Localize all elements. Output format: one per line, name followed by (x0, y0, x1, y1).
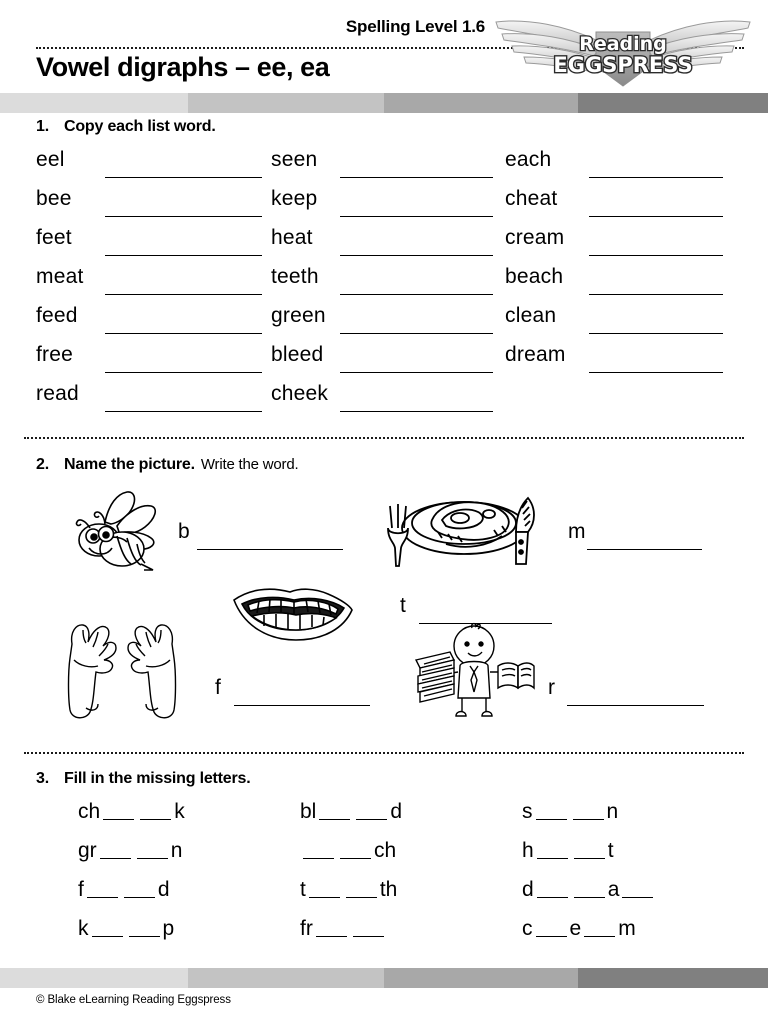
letter-blank[interactable] (346, 881, 377, 898)
letter-blank[interactable] (309, 881, 340, 898)
word-fragment: bl (300, 800, 317, 823)
letter-blank[interactable] (319, 803, 350, 820)
missing-letters-item[interactable] (78, 878, 170, 902)
section-2-divider (24, 437, 744, 439)
picture-item-read (400, 622, 750, 724)
letter-blank[interactable] (537, 842, 568, 859)
section-2-subtitle: Write the word. (200, 456, 299, 473)
answer-blank-read[interactable] (548, 678, 716, 706)
writing-line[interactable] (105, 372, 262, 373)
word-list-cell (505, 265, 745, 304)
word-list-cell (271, 343, 503, 382)
word-fragment: n (170, 839, 183, 862)
word-fragment: fr (300, 917, 313, 940)
section-1-title: Copy each list word. (64, 118, 216, 135)
list-word: feed (36, 304, 78, 327)
section-2-number: 2. (36, 456, 49, 473)
writing-line[interactable] (234, 705, 370, 706)
list-word: beach (505, 265, 564, 288)
missing-letters-item[interactable] (300, 917, 387, 941)
writing-line[interactable] (589, 216, 723, 217)
prompt-letter: r (548, 676, 555, 699)
section-1-number: 1. (36, 118, 49, 135)
picture-item-meat (372, 484, 712, 576)
word-fragment: k (174, 800, 185, 823)
word-fragment: d (157, 878, 170, 901)
writing-line[interactable] (589, 372, 723, 373)
picture-item-feet (40, 616, 360, 724)
section-2-heading (36, 456, 298, 474)
word-list-cell (36, 265, 268, 304)
page-header (0, 0, 768, 92)
word-list-row (0, 343, 768, 382)
bottom-color-bar (0, 968, 768, 988)
list-word: seen (271, 148, 318, 171)
word-list-cell (36, 382, 268, 421)
word-list-row (0, 148, 768, 187)
word-fragment: p (162, 917, 175, 940)
word-fragment: gr (78, 839, 97, 862)
list-word: teeth (271, 265, 319, 288)
missing-letters-item[interactable] (522, 878, 656, 902)
word-fragment: t (607, 839, 614, 862)
prompt-letter: b (178, 520, 190, 543)
writing-line[interactable] (567, 705, 704, 706)
word-list-cell (271, 382, 503, 421)
word-list-cell (271, 148, 503, 187)
section-3-divider (24, 752, 744, 754)
letter-blank[interactable] (584, 920, 615, 937)
logo-text-reading: Reading (579, 33, 667, 55)
list-word: free (36, 343, 73, 366)
list-word: meat (36, 265, 84, 288)
word-fragment: th (379, 878, 398, 901)
word-list-cell (271, 304, 503, 343)
word-list-cell (505, 187, 745, 226)
missing-letters-row (0, 917, 768, 956)
word-fragment: n (606, 800, 619, 823)
meat-plate-illustration (376, 488, 546, 575)
word-fragment: d (522, 878, 534, 901)
writing-line[interactable] (340, 333, 493, 334)
word-list-cell (271, 187, 503, 226)
word-list-grid (0, 148, 768, 421)
word-list-row (0, 265, 768, 304)
writing-line[interactable] (589, 294, 723, 295)
bar-segment-4 (578, 968, 768, 988)
feet-illustration (50, 616, 196, 726)
writing-line[interactable] (589, 333, 723, 334)
writing-line[interactable] (340, 372, 493, 373)
picture-exercise-area (0, 484, 768, 736)
list-word: eel (36, 148, 65, 171)
word-list-cell (36, 304, 268, 343)
letter-blank[interactable] (129, 920, 160, 937)
word-list-cell (36, 187, 268, 226)
letter-blank[interactable] (124, 881, 155, 898)
word-list-cell (505, 304, 745, 343)
footer-copyright: © Blake eLearning Reading Eggspress (36, 994, 231, 1006)
writing-line[interactable] (589, 255, 723, 256)
letter-blank[interactable] (536, 920, 567, 937)
writing-line[interactable] (340, 294, 493, 295)
prompt-letter: f (215, 676, 221, 699)
missing-letters-item[interactable] (78, 917, 174, 941)
list-word: feet (36, 226, 72, 249)
word-fragment: ch (78, 800, 101, 823)
word-list-row (0, 226, 768, 265)
word-list-row (0, 304, 768, 343)
bar-segment-2 (188, 968, 384, 988)
missing-letters-row (0, 839, 768, 878)
missing-letters-item[interactable] (78, 800, 185, 824)
missing-letters-row (0, 800, 768, 839)
letter-blank[interactable] (87, 881, 118, 898)
missing-letters-item[interactable] (522, 917, 636, 941)
letter-blank[interactable] (137, 842, 168, 859)
missing-letters-grid (0, 800, 768, 956)
list-word: cheat (505, 187, 558, 210)
writing-line[interactable] (105, 177, 262, 178)
missing-letters-item[interactable] (522, 839, 614, 863)
writing-line[interactable] (589, 177, 723, 178)
word-fragment: t (300, 878, 306, 901)
writing-line[interactable] (105, 255, 262, 256)
letter-blank[interactable] (356, 803, 387, 820)
logo-text-eggspress: EGGSPRESS (553, 53, 693, 77)
word-list-cell (271, 226, 503, 265)
list-word: dream (505, 343, 566, 366)
word-list-cell (505, 226, 745, 265)
answer-blank-meat[interactable] (568, 522, 718, 550)
missing-letters-item[interactable] (300, 800, 402, 824)
list-word: read (36, 382, 79, 405)
missing-letters-item[interactable] (522, 800, 618, 824)
word-fragment: f (78, 878, 84, 901)
prompt-letter: m (568, 520, 586, 543)
section-3-heading (36, 770, 250, 788)
word-fragment: e (569, 917, 582, 940)
missing-letters-item[interactable] (300, 878, 397, 902)
letter-blank[interactable] (140, 803, 171, 820)
word-list-cell (36, 226, 268, 265)
list-word: heat (271, 226, 313, 249)
letter-blank[interactable] (340, 842, 371, 859)
word-fragment: a (607, 878, 620, 901)
word-list-row (0, 382, 768, 421)
list-word: green (271, 304, 326, 327)
list-word: each (505, 148, 552, 171)
writing-line[interactable] (587, 549, 702, 550)
level-label: Spelling Level 1.6 (345, 17, 485, 36)
writing-line[interactable] (340, 216, 493, 217)
word-list-row (0, 187, 768, 226)
letter-blank[interactable] (100, 842, 131, 859)
section-3-number: 3. (36, 770, 49, 787)
word-fragment: m (618, 917, 636, 940)
word-fragment: c (522, 917, 533, 940)
word-list-cell (36, 343, 268, 382)
word-fragment: d (390, 800, 403, 823)
word-fragment: s (522, 800, 533, 823)
letter-blank[interactable] (353, 920, 384, 937)
bar-segment-1 (0, 968, 188, 988)
reading-eggspress-logo (488, 6, 758, 90)
word-list-cell (505, 148, 745, 187)
missing-letters-item[interactable] (78, 839, 182, 863)
writing-line[interactable] (105, 294, 262, 295)
list-word: bee (36, 187, 72, 210)
word-fragment: k (78, 917, 89, 940)
missing-letters-item[interactable] (300, 839, 396, 863)
letter-blank[interactable] (92, 920, 123, 937)
word-fragment: h (522, 839, 534, 862)
missing-letters-row (0, 878, 768, 917)
bar-segment-4 (578, 93, 768, 113)
bar-segment-3 (384, 968, 578, 988)
writing-line[interactable] (340, 411, 493, 412)
word-list-cell (36, 148, 268, 187)
letter-blank[interactable] (103, 803, 134, 820)
writing-line[interactable] (197, 549, 343, 550)
bar-segment-2 (188, 93, 384, 113)
section-2-title: Name the picture. (64, 456, 195, 473)
bee-illustration (65, 486, 185, 581)
writing-line[interactable] (340, 255, 493, 256)
letter-blank[interactable] (573, 803, 604, 820)
reading-boy-illustration (410, 622, 546, 727)
letter-blank[interactable] (537, 881, 568, 898)
answer-blank-teeth[interactable] (400, 596, 552, 624)
writing-line[interactable] (105, 216, 262, 217)
word-fragment: ch (374, 839, 397, 862)
letter-blank[interactable] (536, 803, 567, 820)
answer-blank-feet[interactable] (215, 678, 370, 706)
picture-item-bee (60, 484, 360, 576)
bar-segment-1 (0, 93, 188, 113)
list-word: keep (271, 187, 318, 210)
list-word: clean (505, 304, 557, 327)
word-list-cell (505, 343, 745, 382)
bar-segment-3 (384, 93, 578, 113)
prompt-letter: t (400, 594, 406, 617)
section-1-heading (36, 118, 216, 136)
writing-line[interactable] (105, 411, 262, 412)
list-word: bleed (271, 343, 324, 366)
letter-blank[interactable] (303, 842, 334, 859)
word-list-cell (271, 265, 503, 304)
top-color-bar (0, 93, 768, 113)
list-word: cream (505, 226, 565, 249)
letter-blank[interactable] (574, 842, 605, 859)
page-title: Vowel digraphs – ee, ea (36, 52, 330, 82)
list-word: cheek (271, 382, 329, 405)
letter-blank[interactable] (574, 881, 605, 898)
answer-blank-bee[interactable] (178, 522, 343, 550)
writing-line[interactable] (105, 333, 262, 334)
letter-blank[interactable] (316, 920, 347, 937)
letter-blank[interactable] (622, 881, 653, 898)
writing-line[interactable] (340, 177, 493, 178)
section-3-title: Fill in the missing letters. (64, 770, 251, 787)
logo-artwork (488, 6, 758, 90)
